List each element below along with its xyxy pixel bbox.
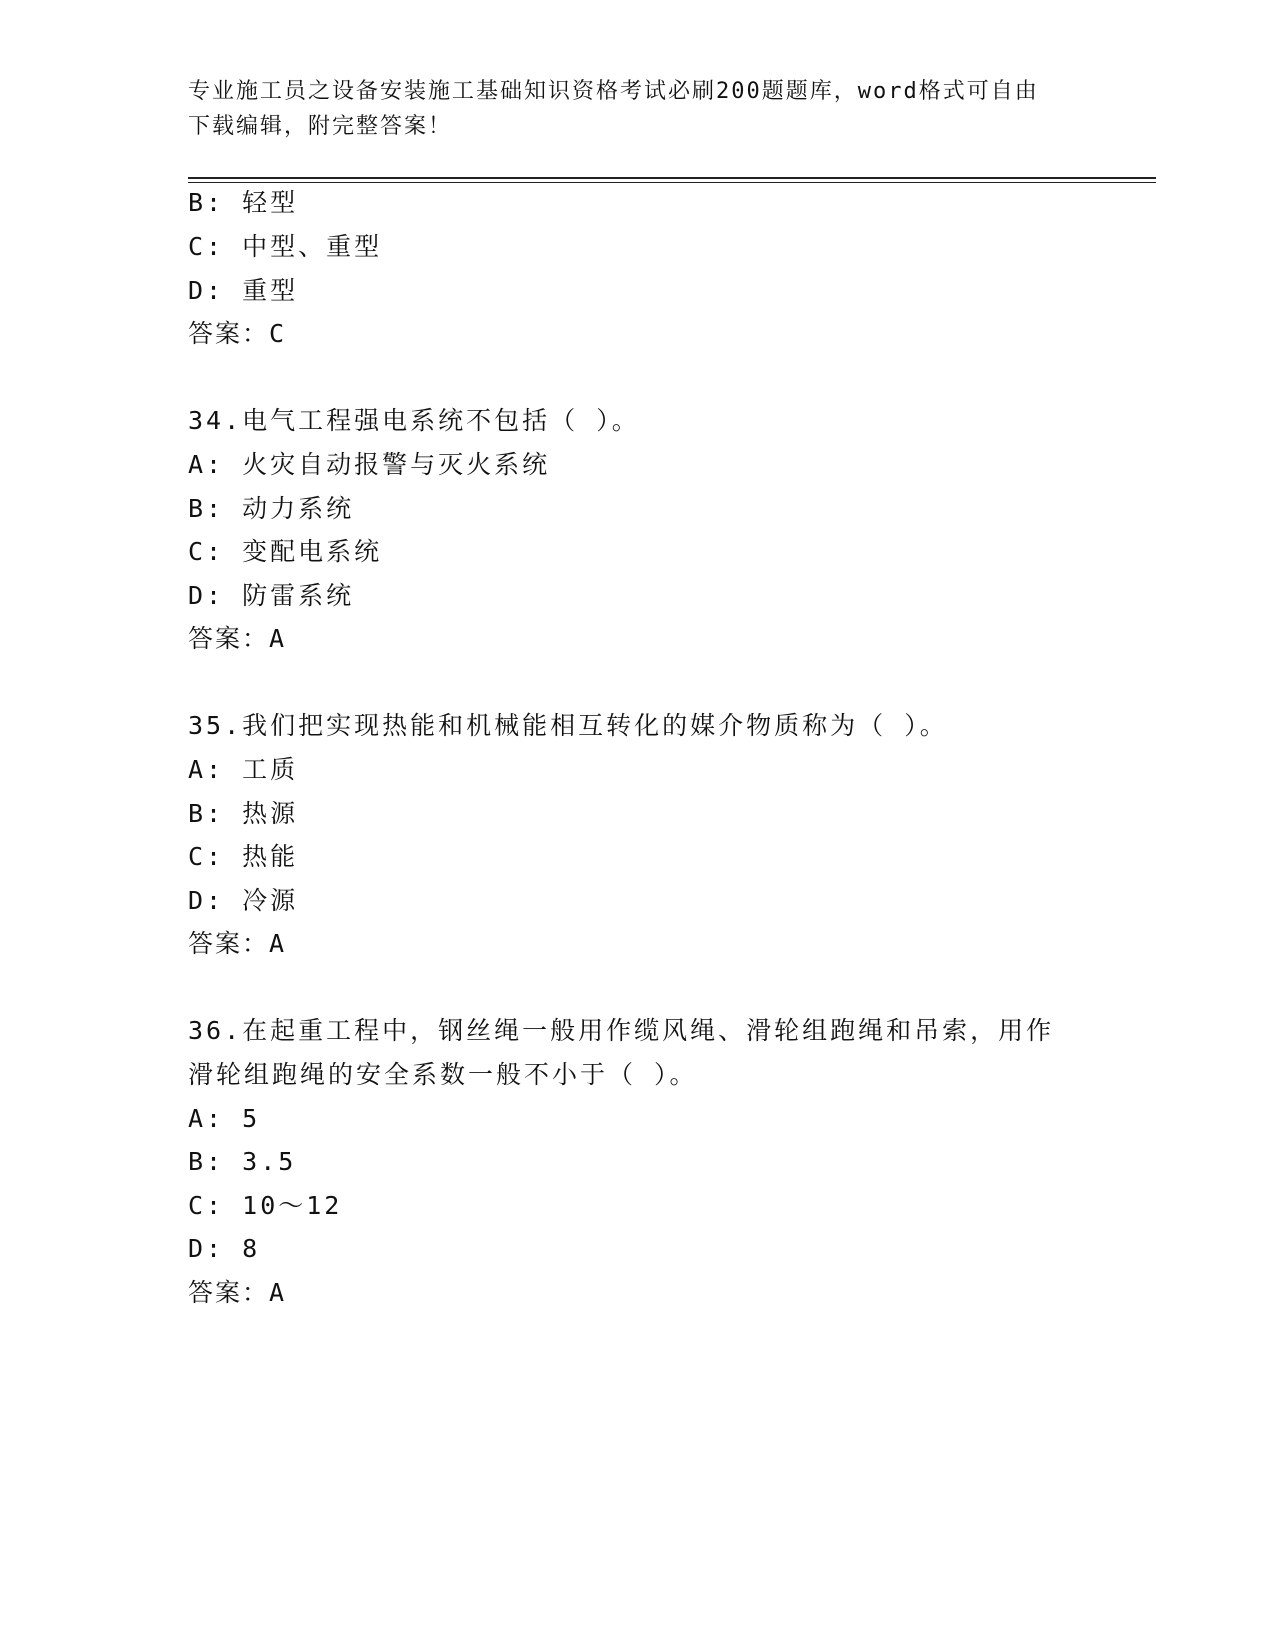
q34-option-a: A: 火灾自动报警与灭火系统 — [188, 450, 551, 479]
q36-option-c: C: 10～12 — [188, 1191, 343, 1220]
q36-answer: 答案：A — [188, 1278, 287, 1307]
q34-option-c: C: 变配电系统 — [188, 537, 383, 566]
q36-question-line-2: 滑轮组跑绳的安全系数一般不小于（ ）。 — [188, 1060, 698, 1089]
q33-option-c: C: 中型、重型 — [188, 232, 383, 261]
q34-option-b: B: 动力系统 — [188, 494, 355, 523]
q35-question: 35.我们把实现热能和机械能相互转化的媒介物质称为（ ）。 — [188, 711, 948, 740]
q35-answer: 答案：A — [188, 929, 287, 958]
q34-question: 34.电气工程强电系统不包括（ ）。 — [188, 406, 640, 435]
q36-option-b: B: 3.5 — [188, 1147, 297, 1176]
q35-option-b: B: 热源 — [188, 799, 299, 828]
header-line-2: 下载编辑，附完整答案！ — [188, 114, 453, 139]
q36-option-a: A: 5 — [188, 1104, 261, 1133]
q34-option-d: D: 防雷系统 — [188, 581, 355, 610]
q36-question-line-1: 36.在起重工程中，钢丝绳一般用作缆风绳、滑轮组跑绳和吊索，用作 — [188, 1016, 1055, 1045]
header-divider-thin — [188, 182, 1156, 183]
q35-option-d: D: 冷源 — [188, 886, 299, 915]
q36-option-d: D: 8 — [188, 1234, 261, 1263]
q34-answer: 答案：A — [188, 624, 287, 653]
q33-option-b: B: 轻型 — [188, 188, 299, 217]
q33-answer: 答案：C — [188, 319, 287, 348]
q35-option-a: A: 工质 — [188, 755, 299, 784]
header-line-1: 专业施工员之设备安装施工基础知识资格考试必刷200题题库，word格式可自由 — [188, 79, 1039, 104]
q33-option-d: D: 重型 — [188, 276, 299, 305]
q35-option-c: C: 热能 — [188, 842, 299, 871]
header-divider-thick — [188, 177, 1156, 179]
document-header — [188, 74, 1088, 144]
